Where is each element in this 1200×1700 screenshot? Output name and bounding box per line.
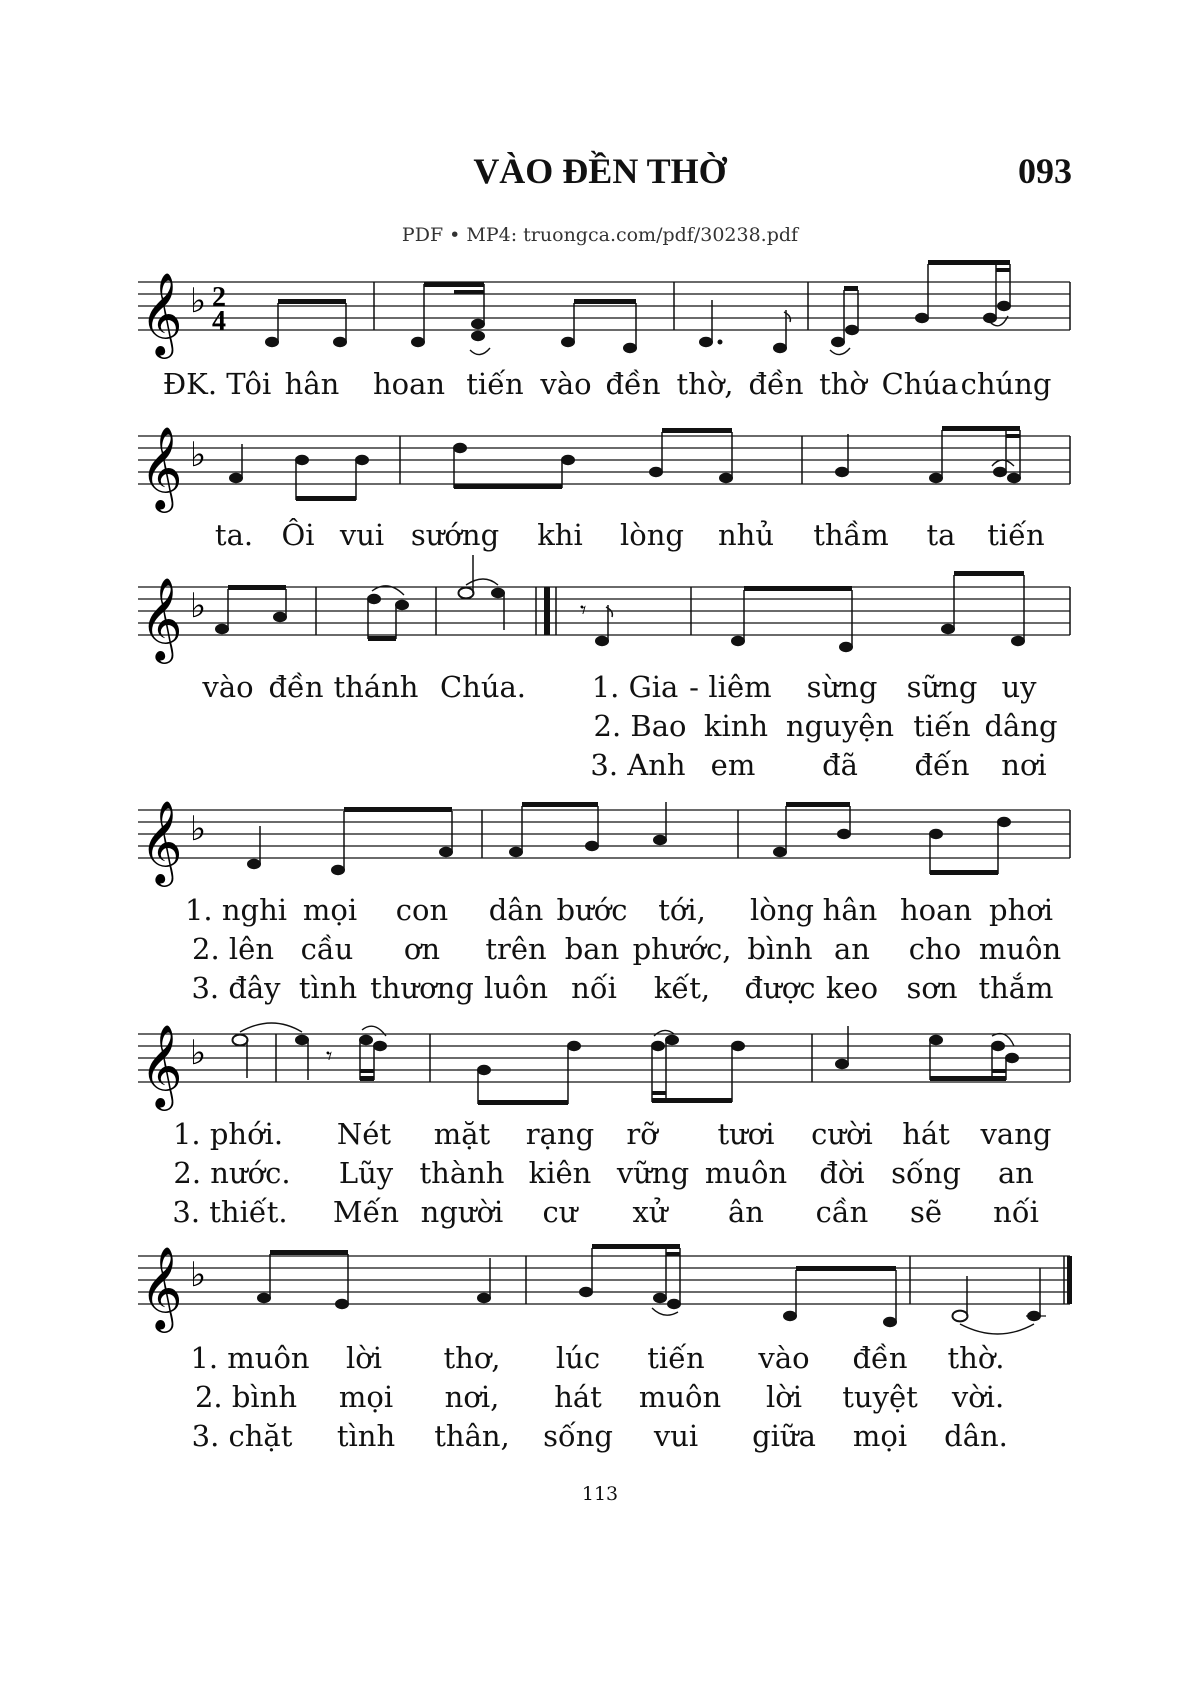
lyric-syllable: tuyệt xyxy=(842,1380,918,1414)
lyric-syllable: thân, xyxy=(434,1419,510,1453)
lyric-syllable: Ôi xyxy=(281,518,315,552)
lyric-syllable: luôn xyxy=(483,971,549,1005)
lyric-syllable: giữa xyxy=(752,1419,816,1453)
lyric-syllable: em xyxy=(710,748,756,782)
treble-clef-icon: 𝄞 xyxy=(140,425,183,509)
lyrics-system-5-verse-1 xyxy=(0,1117,1200,1153)
lyric-syllable: dâng xyxy=(984,709,1058,743)
song-number: 093 xyxy=(1018,151,1072,191)
flat-icon: ♭ xyxy=(190,435,207,475)
lyric-syllable: vững xyxy=(616,1156,690,1190)
lyric-syllable: con xyxy=(395,893,449,927)
treble-clef-icon: 𝄞 xyxy=(140,576,183,660)
lyric-syllable: nối xyxy=(993,1195,1039,1229)
lyric-syllable: mọi xyxy=(302,893,358,927)
lyric-syllable: tiến xyxy=(647,1341,705,1375)
lyric-syllable: Nét xyxy=(336,1117,392,1151)
half-note xyxy=(459,588,474,599)
staff-system-3 xyxy=(0,560,1200,670)
lyric-syllable: thơ, xyxy=(443,1341,501,1375)
lyric-syllable: 2. bình xyxy=(194,1380,298,1414)
lyric-syllable: nơi xyxy=(1001,748,1047,782)
lyric-syllable: hân xyxy=(284,367,340,401)
lyric-syllable: muôn xyxy=(704,1156,788,1190)
lyric-syllable: sơn xyxy=(906,971,958,1005)
lyric-syllable: khi xyxy=(537,518,583,552)
lyric-syllable: Chúa. xyxy=(439,670,527,704)
lyric-syllable: an xyxy=(998,1156,1034,1190)
source-link[interactable]: PDF • MP4: truongca.com/pdf/30238.pdf xyxy=(401,224,799,246)
lyric-syllable: hoan xyxy=(372,367,446,401)
lyric-syllable: tới, xyxy=(658,893,706,927)
lyric-syllable: 3. chặt xyxy=(191,1419,293,1453)
flat-icon: ♭ xyxy=(190,586,207,626)
lyric-syllable: thờ, xyxy=(676,367,734,401)
lyrics-system-4-verse-3 xyxy=(0,971,1200,1007)
treble-clef-icon: 𝄞 xyxy=(140,1245,183,1329)
lyric-syllable: muôn xyxy=(978,932,1062,966)
notes xyxy=(265,301,1011,353)
lyric-syllable: cư xyxy=(542,1195,578,1229)
lyric-syllable: tiến xyxy=(987,518,1045,552)
flat-icon: ♭ xyxy=(190,1255,207,1295)
staff-system-4 xyxy=(0,784,1200,894)
final-barline xyxy=(1067,1256,1072,1304)
lyric-syllable: rạng xyxy=(525,1117,595,1151)
lyric-syllable: nối xyxy=(571,971,617,1005)
lyric-syllable: 1. muôn xyxy=(190,1341,310,1375)
lyric-syllable: vào xyxy=(758,1341,810,1375)
lyric-syllable: lòng xyxy=(750,893,814,927)
lyric-syllable: hoan xyxy=(899,893,973,927)
lyric-syllable: vào xyxy=(202,670,254,704)
lyric-syllable: đền xyxy=(268,670,324,704)
lyric-syllable: mọi xyxy=(338,1380,394,1414)
lyric-syllable: người xyxy=(420,1195,504,1229)
lyric-syllable: cầu xyxy=(300,932,354,966)
time-signature-bottom: 4 xyxy=(212,306,226,337)
lyrics-system-1-verse-1 xyxy=(0,367,1200,403)
lyric-syllable: 3. đây xyxy=(191,971,281,1005)
lyric-syllable: lời xyxy=(765,1380,803,1414)
lyrics-system-5-verse-2 xyxy=(0,1156,1200,1192)
staff-system-2 xyxy=(0,410,1200,520)
time-signature-top: 2 xyxy=(212,282,226,313)
lyrics-system-6-verse-3 xyxy=(0,1419,1200,1455)
lyric-syllable: mặt xyxy=(433,1117,491,1151)
lyric-syllable: nhủ xyxy=(717,518,775,552)
lyric-syllable: Lũy xyxy=(338,1156,394,1190)
flat-icon: ♭ xyxy=(190,1033,207,1073)
lyric-syllable: ơn xyxy=(403,932,441,966)
lyric-syllable: 3. Anh xyxy=(590,748,686,782)
lyric-syllable: xử xyxy=(632,1195,668,1229)
lyrics-system-3-verse-2 xyxy=(0,709,1200,745)
lyric-syllable: bước xyxy=(556,893,628,927)
lyric-syllable: nơi, xyxy=(444,1380,500,1414)
eighth-rest-icon: 𝄾 xyxy=(580,596,587,624)
lyric-syllable: ta. xyxy=(214,518,254,552)
half-note xyxy=(953,1311,968,1322)
lyric-syllable: bình xyxy=(747,932,813,966)
lyric-syllable: tình xyxy=(298,971,358,1005)
lyric-syllable: 1. nghi xyxy=(184,893,288,927)
lyric-syllable: tươi xyxy=(717,1117,775,1151)
lyric-syllable: vui xyxy=(339,518,385,552)
lyric-syllable: 1. Gia xyxy=(591,670,679,704)
lyrics-system-3-verse-3 xyxy=(0,748,1200,784)
thick-barline xyxy=(544,587,550,635)
lyrics-system-4-verse-1 xyxy=(0,893,1200,929)
lyric-syllable: sống xyxy=(543,1419,613,1453)
lyric-syllable: Chúa xyxy=(881,367,959,401)
lyric-syllable: dân. xyxy=(944,1419,1008,1453)
lyric-syllable: 3. thiết. xyxy=(172,1195,288,1229)
lyric-syllable: đến xyxy=(914,748,970,782)
lyric-syllable: liêm xyxy=(708,670,772,704)
lyric-syllable: kinh xyxy=(703,709,769,743)
lyric-syllable: rỡ xyxy=(626,1117,658,1151)
lyric-syllable: sẽ xyxy=(909,1195,943,1229)
lyric-syllable: đền xyxy=(605,367,661,401)
lyric-syllable: phước, xyxy=(632,932,732,966)
lyric-syllable: Mến xyxy=(332,1195,400,1229)
lyric-syllable: lời xyxy=(345,1341,383,1375)
lyric-syllable: cho xyxy=(908,932,962,966)
lyric-syllable: mọi xyxy=(852,1419,908,1453)
lyric-syllable: an xyxy=(834,932,870,966)
lyric-syllable: sống xyxy=(891,1156,961,1190)
lyric-syllable: nguyện xyxy=(785,709,895,743)
lyric-syllable: thương xyxy=(370,971,474,1005)
lyric-syllable: thánh xyxy=(333,670,419,704)
lyric-syllable: đền xyxy=(748,367,804,401)
lyric-syllable: lòng xyxy=(620,518,684,552)
treble-clef-icon: 𝄞 xyxy=(140,271,183,355)
lyric-syllable: thờ xyxy=(819,367,867,401)
lyric-syllable: tiến xyxy=(466,367,524,401)
lyric-syllable: kiên xyxy=(528,1156,592,1190)
lyric-syllable: muôn xyxy=(638,1380,722,1414)
lyric-syllable: thành xyxy=(419,1156,505,1190)
lyric-syllable: vời. xyxy=(951,1380,1005,1414)
lyrics-system-2-verse-1 xyxy=(0,518,1200,554)
lyrics-system-6-verse-2 xyxy=(0,1380,1200,1416)
lyric-syllable: 2. Bao xyxy=(593,709,687,743)
lyrics-system-4-verse-2 xyxy=(0,932,1200,968)
treble-clef-icon: 𝄞 xyxy=(140,799,183,883)
staff-system-6 xyxy=(0,1228,1200,1338)
staff-system-5 xyxy=(0,1005,1200,1120)
lyric-syllable: sướng xyxy=(410,518,500,552)
lyric-syllable: ta xyxy=(926,518,956,552)
lyric-syllable: hát xyxy=(554,1380,602,1414)
lyric-syllable: sừng xyxy=(806,670,878,704)
lyric-syllable: thờ. xyxy=(947,1341,1005,1375)
lyric-syllable: thầm xyxy=(813,518,889,552)
lyric-syllable: tiến xyxy=(913,709,971,743)
lyric-syllable: hân xyxy=(822,893,878,927)
lyric-syllable: 1. phới. xyxy=(172,1117,284,1151)
lyric-syllable: keo xyxy=(825,971,879,1005)
lyric-syllable: đã xyxy=(822,748,858,782)
lyric-syllable: cười xyxy=(811,1117,873,1151)
eighth-rest-icon: 𝄾 xyxy=(326,1042,333,1070)
page-number: 113 xyxy=(581,1483,619,1505)
lyric-syllable: dân xyxy=(488,893,544,927)
flat-icon: ♭ xyxy=(190,809,207,849)
lyric-syllable: lúc xyxy=(555,1341,601,1375)
lyric-syllable: hát xyxy=(902,1117,950,1151)
treble-clef-icon: 𝄞 xyxy=(140,1023,183,1107)
lyric-syllable: vào xyxy=(540,367,592,401)
half-note xyxy=(233,1035,248,1046)
lyrics-system-3-verse-1 xyxy=(0,670,1200,706)
lyric-syllable: 2. lên xyxy=(191,932,275,966)
lyric-syllable: vui xyxy=(653,1419,699,1453)
lyric-syllable: uy xyxy=(1001,670,1037,704)
lyric-syllable: cần xyxy=(815,1195,869,1229)
lyric-syllable: đời xyxy=(819,1156,865,1190)
lyric-syllable: chúng xyxy=(960,367,1052,401)
lyric-syllable: đền xyxy=(852,1341,908,1375)
lyric-syllable: ân xyxy=(728,1195,764,1229)
lyric-syllable: - xyxy=(689,670,699,704)
lyric-syllable: ban xyxy=(564,932,620,966)
lyric-syllable: thắm xyxy=(978,971,1054,1005)
song-title: VÀO ĐỀN THỜ xyxy=(473,151,727,191)
lyric-syllable: sững xyxy=(906,670,978,704)
flat-icon: ♭ xyxy=(190,281,207,321)
lyric-syllable: phơi xyxy=(989,893,1053,927)
lyric-syllable: được xyxy=(744,971,816,1005)
lyric-syllable: vang xyxy=(980,1117,1052,1151)
lyrics-system-6-verse-1 xyxy=(0,1341,1200,1377)
lyric-syllable: trên xyxy=(485,932,547,966)
lyric-syllable: tình xyxy=(336,1419,396,1453)
lyric-syllable: ĐK. Tôi xyxy=(162,367,272,401)
lyric-syllable: 2. nước. xyxy=(173,1156,291,1190)
lyric-syllable: kết, xyxy=(653,971,711,1005)
staff-system-1 xyxy=(0,255,1200,365)
lyrics-system-5-verse-3 xyxy=(0,1195,1200,1231)
